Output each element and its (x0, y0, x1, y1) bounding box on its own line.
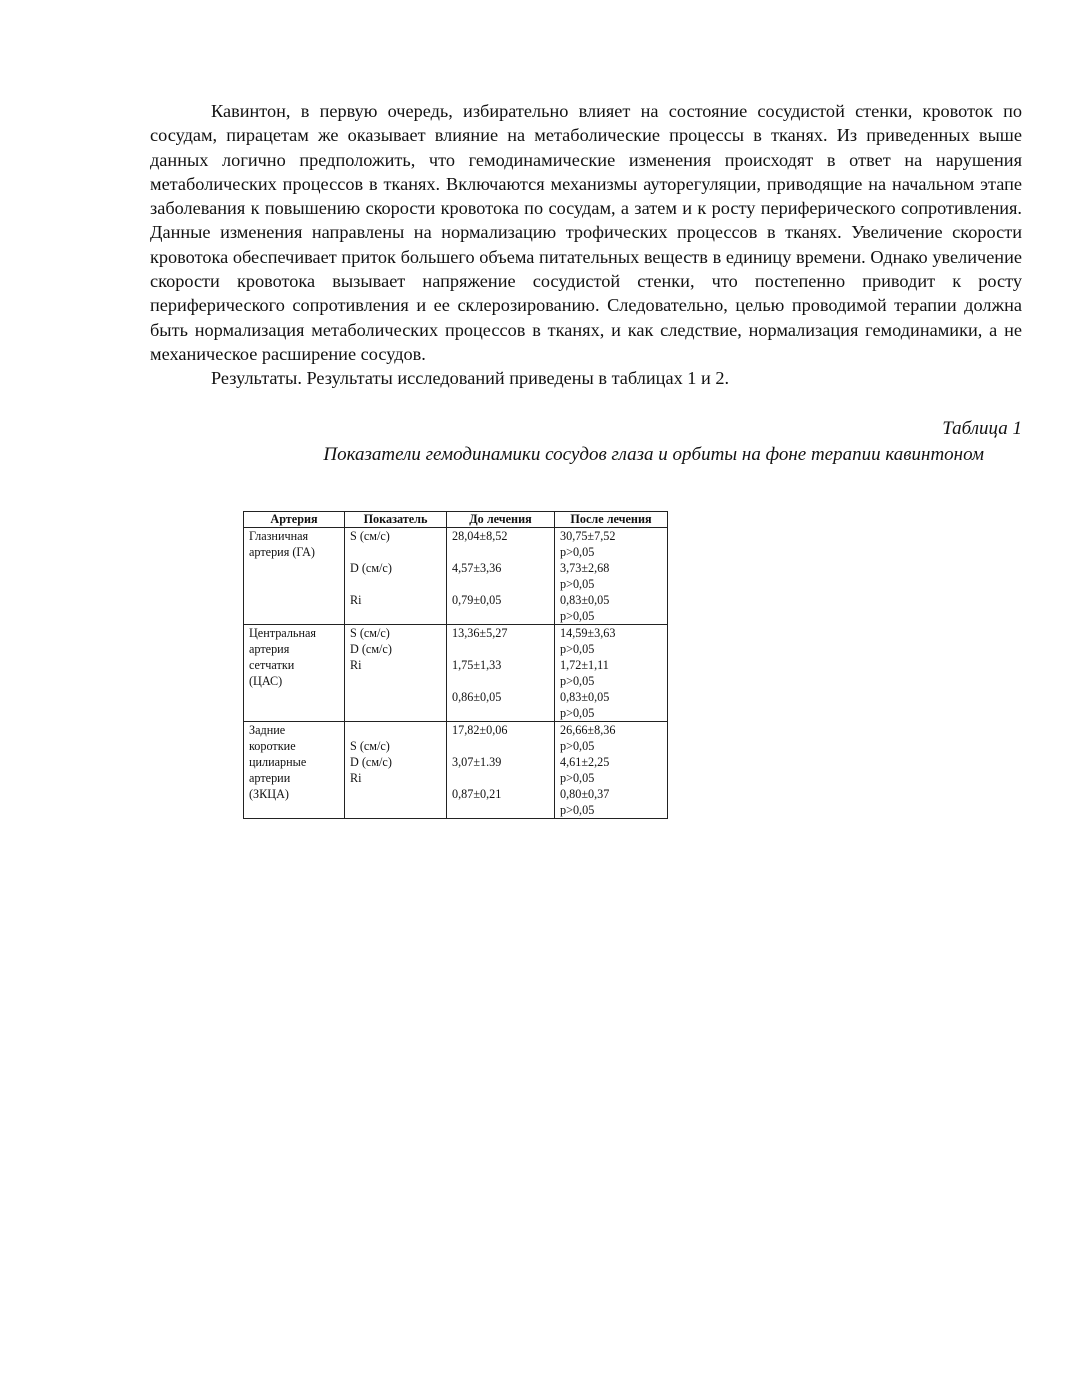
table-row (244, 528, 668, 625)
table-title: Показатели гемодинамики сосудов глаза и орбиты на фоне терапии кавинтоном (323, 443, 984, 465)
cell-before: 13,36±5,27 1,75±1,33 0,86±0,05 (447, 625, 555, 722)
cell-after: 30,75±7,52 p>0,05 3,73±2,68 p>0,05 0,83±0,05 p>0,05 (555, 528, 668, 625)
header-indicator: Показатель (345, 512, 447, 528)
header-artery: Артерия (244, 512, 345, 528)
cell-indicator: S (см/с) D (см/с) Ri (345, 625, 447, 722)
table-row (244, 722, 668, 819)
cell-indicator: S (см/с) D (см/с) Ri (345, 722, 447, 819)
cell-before: 17,82±0,06 3,07±1.39 0,87±0,21 (447, 722, 555, 819)
body-paragraph-1: Кавинтон, в первую очередь, избирательно влияет на состояние сосудистой стенки, кровоток по сосудам, пирацетам же оказывает влияние на метаболические процессы в тканях. Из приведенных выше данных логично предположить, что гемодинамические изменения происходят в ответ на нарушения метаболических процессов в тканях. Включаются механизмы ауторегуляции, приводящие на начальном этапе заболевания к повышению скорости кровотока по сосудам, а затем и к росту периферического сопротивления. Данные изменения направлены на нормализацию трофических процессов в тканях. Увеличение скорости кровотока обеспечивает приток большего объема питательных веществ в единицу времени. Однако увеличение скорости кровотока вызывает напряжение сосудистой стенки, что постепенно приводит к росту периферического сопротивления и ее склерозированию. Следовательно, целью проводимой терапии должна быть нормализация метаболических процессов в тканях, и как следствие, нормализация гемодинамики, а не механическое расширение сосудов. (150, 101, 1022, 364)
cell-before: 28,04±8,52 4,57±3,36 0,79±0,05 (447, 528, 555, 625)
cell-after: 14,59±3,63 p>0,05 1,72±1,11 p>0,05 0,83±0,05 p>0,05 (555, 625, 668, 722)
cell-artery: Центральная артерия сетчатки (ЦАС) (244, 625, 345, 722)
cell-artery: Глазничная артерия (ГА) (244, 528, 345, 625)
document-page (150, 99, 1022, 468)
header-before: До лечения (447, 512, 555, 528)
cell-indicator: S (см/с) D (см/с) Ri (345, 528, 447, 625)
body-paragraph-2: Результаты. Результаты исследований приведены в таблицах 1 и 2. (211, 368, 730, 389)
header-after: После лечения (555, 512, 668, 528)
table-header-row (244, 512, 668, 528)
cell-artery: Задние короткие цилиарные артерии (ЗКЦА) (244, 722, 345, 819)
hemodynamics-table (243, 511, 668, 819)
table-label: Таблица 1 (942, 417, 1022, 439)
table-row (244, 625, 668, 722)
cell-after: 26,66±8,36 p>0,05 4,61±2,25 p>0,05 0,80±0,37 p>0,05 (555, 722, 668, 819)
